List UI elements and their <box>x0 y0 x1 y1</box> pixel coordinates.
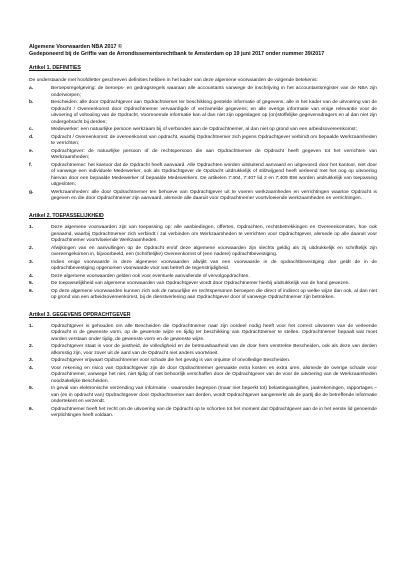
section-intro: De onderstaande met hoofdletter geschreven definities hebben in het kader van deze algemene voorwaarden de volgende betekenis: <box>29 77 318 83</box>
item-text: Beroepsregelgeving: de beroeps- en gedragsregels waaraan alle accountants vanwege de inschrijving in het accountantsregister van de NBA zijn onderworpen; <box>51 86 377 98</box>
section-toepasselijkheid <box>29 213 377 302</box>
section-gegevens-opdrachtgever <box>29 312 377 420</box>
list-item <box>29 260 377 273</box>
item-key: 4. <box>29 273 34 279</box>
document-page <box>29 44 377 430</box>
item-key: 5. <box>29 386 34 392</box>
item-key: 1. <box>29 225 34 230</box>
item-key: 3. <box>29 358 34 364</box>
item-key: f. <box>29 162 32 168</box>
list-item <box>29 127 377 134</box>
list-item <box>29 407 377 420</box>
item-key: 1. <box>29 323 34 329</box>
item-text: Opdrachtgever vrijwaart Opdrachtnemer voor schade die het gevolg is van onjuiste of onvolledige Bescheiden. <box>51 358 291 364</box>
list-item <box>29 289 377 302</box>
list-item <box>29 246 377 259</box>
section-title: Artikel 2. TOEPASSELIJKHEID <box>29 212 104 219</box>
list-item <box>29 225 377 245</box>
section-title: Artikel 3. GEGEVENS OPDRACHTGEVER <box>29 311 131 318</box>
item-text: Bescheiden: alle door Opdrachtgever aan Opdrachtnemer ter beschikking gestelde informatie of gegevens; alle in het kader van de uitvoering van de Opdracht / Overeenkomst door Opdrachtnemer vervaardigde of verzamelde gegevens; en alle overige informatie van enige relevantie voor de uitvoering of voltooiing van de Opdracht. Voornoemde informatie kan al dan niet zijn opgeslagen op (on)stoffelijke gegevensdragers en al dan niet zijn ondergebracht bij derden; <box>51 100 377 125</box>
item-text: Medewerker: een natuurlijke persoon werkzaam bij of verbonden aan de Opdrachtnemer, al dan niet op grond van een arbeidsovereenkomst; <box>51 127 357 133</box>
list-item <box>29 163 377 189</box>
item-text: Voor rekening en risico van Opdrachtgever zijn de door Opdrachtnemer gemaakte extra kosten en extra uren, alsmede de overige schade voor Opdrachtnemer, vanwege het niet, niet tijdig of niet behoorlijk verschaffen door de Opdrachtgever van de voor de uitvoering van de Werkzaamheden noodzakelijke Bescheiden. <box>51 365 377 384</box>
item-key: a. <box>29 86 34 92</box>
list-item <box>29 274 377 281</box>
list-item <box>29 386 377 406</box>
section-title: Artikel 1. DEFINITIES <box>29 65 81 72</box>
list-item <box>29 281 377 288</box>
document-title: Algemene Voorwaarden NBA 2017 © <box>29 44 122 50</box>
item-key: 4. <box>29 365 34 371</box>
list-item <box>29 86 377 99</box>
list-item <box>29 100 377 126</box>
item-key: 3. <box>29 259 34 265</box>
item-text: Deze algemene voorwaarden zijn van toepassing op: alle aanbiedingen, offertes, Opdrachten, rechtsbetrekkingen en Overeenkomsten, hoe ook genaamd, waarbij Opdrachtnemer zich verbindt / zal verbinden om Werkzaamheden te verrichten voor Opdrachtgever, alsmede op alle daaruit voor Opdrachtnemer voortvloeiende Werkzaamheden. <box>51 225 377 243</box>
item-key: c. <box>29 127 34 133</box>
item-text: Opdrachtnemer: het kantoor dat de Opdracht heeft aanvaard. Alle Opdrachten worden uitsluitend aanvaard en uitgevoerd door het kantoor, niet door of vanwege een individuele Medewerker, ook als Opdrachtgever de Opdracht uitdrukkelijk of stilzwijgend heeft verleend met het oog op uitvoering hiervan door een bepaalde Medewerker of bepaalde Medewerkers. De artikelen 7:404, 7:407 lid 2 en 7:409 BW worden uitdrukkelijk van toepassing uitgesloten; <box>51 162 377 188</box>
item-text: Op deze algemene voorwaarden kunnen zich ook de natuurlijke en rechtspersonen beroepen die direct of indirect op welke wijze dan ook, al dan niet op grond van een arbeidsovereenkomst, bij de dienstverlening aan Opdrachtgever door of vanwege Opdrachtnemer zijn betrokken. <box>51 288 377 300</box>
list-item <box>29 344 377 357</box>
item-text: Deze algemene voorwaarden gelden ook voor eventuele aanvullende of vervolgopdrachten. <box>51 273 250 279</box>
list-item <box>29 135 377 148</box>
document-subtitle: Gedeponeerd bij de Griffie van de Arrondissementsrechtbank te Amsterdam op 19 juni 2017 onder nummer 39/2017 <box>29 50 325 57</box>
item-text: Opdracht / Overeenkomst: de overeenkomst van opdracht, waarbij Opdrachtnemer zich jegens Opdrachtgever verbindt om bepaalde Werkzaamheden te verrichten; <box>51 134 377 147</box>
item-text: Werkzaamheden: alle door Opdrachtnemer ten behoeve van Opdrachtgever uit te voeren werkzaamheden en verrichtingen waartoe Opdracht is gegeven en die door Opdrachtnemer zijn aanvaard, alsmede alle daaruit voor Opdrachtnemer voortvloeiende werkzaamheden en verrichtingen. <box>51 189 377 202</box>
list-item <box>29 358 377 365</box>
item-text: Opdrachtgever: de natuurlijke persoon of de rechtspersoon die aan Opdrachtnemer de Opdracht heeft gegeven tot het verrichten van Werkzaamheden; <box>51 148 377 161</box>
list-item <box>29 190 377 203</box>
item-key: g. <box>29 189 34 195</box>
item-key: 6. <box>29 288 34 294</box>
item-text: In geval van elektronische verzending van informatie - waaronder begrepen (maar niet beperkt tot) belastingaangiften, jaarrekeningen, rapportages – van (en in opdracht van) Opdrachtgever door Opdrachtnemer aan derden, wordt Opdrachtgever aangemerkt als de partij die de betreffende informatie ondertekent en verzendt. <box>51 386 377 405</box>
item-text: Opdrachtnemer heeft het recht om de uitvoering van de Opdracht op te schorten tot het moment dat Opdrachtgever aan de in het eerste lid genoemde verplichtingen heeft voldaan. <box>51 406 377 419</box>
item-text: Afwijkingen van en aanvullingen op de Opdracht en/of deze algemene voorwaarden zijn slechts geldig als zij uitdrukkelijk en schriftelijk zijn overeengekomen in, bijvoorbeeld, een (schriftelijke) Overeenkomst of (een nadere) opdrachtbevestiging. <box>51 245 377 257</box>
item-text: Indien enige voorwaarde in deze algemene voorwaarden afwijkt van een voorwaarde in de opdrachtbevestiging dan geldt de in de opdrachtbevestiging opgenomen voorwaarde voor wat betreft de tegenstrijdigheid. <box>51 259 377 271</box>
item-key: e. <box>29 148 34 154</box>
item-key: 2. <box>29 245 34 251</box>
item-key: d. <box>29 134 34 140</box>
section-definities <box>29 65 377 202</box>
item-text: Opdrachtgever staat in voor de juistheid, de volledigheid en de betrouwbaarheid van de door hem verstrekte Bescheiden, ook als deze van derden afkomstig zijn, voor zover uit de aard van de Opdracht niet anders voortvloeit. <box>51 344 377 356</box>
item-key: 6. <box>29 406 34 412</box>
item-key: 5. <box>29 281 34 286</box>
item-text: Opdrachtgever is gehouden om alle Bescheiden die Opdrachtnemer naar zijn oordeel nodig heeft voor het correct uitvoeren van de verleende Opdracht in de gewenste vorm, op de gewenste wijze en tijdig ter beschikking van Opdrachtnemer te stellen. Opdrachtnemer bepaalt wat moet worden verstaan onder tijdig, de gewenste vorm en de gewenste wijze. <box>51 323 377 342</box>
list-item <box>29 324 377 344</box>
item-key: b. <box>29 100 34 106</box>
item-key: 2. <box>29 344 34 350</box>
list-item <box>29 149 377 162</box>
list-item <box>29 366 377 386</box>
item-text: De toepasselijkheid van algemene voorwaarden van Opdrachtgever wordt door Opdrachtnemer hierbij uitdrukkelijk van de hand gewezen. <box>51 281 350 286</box>
